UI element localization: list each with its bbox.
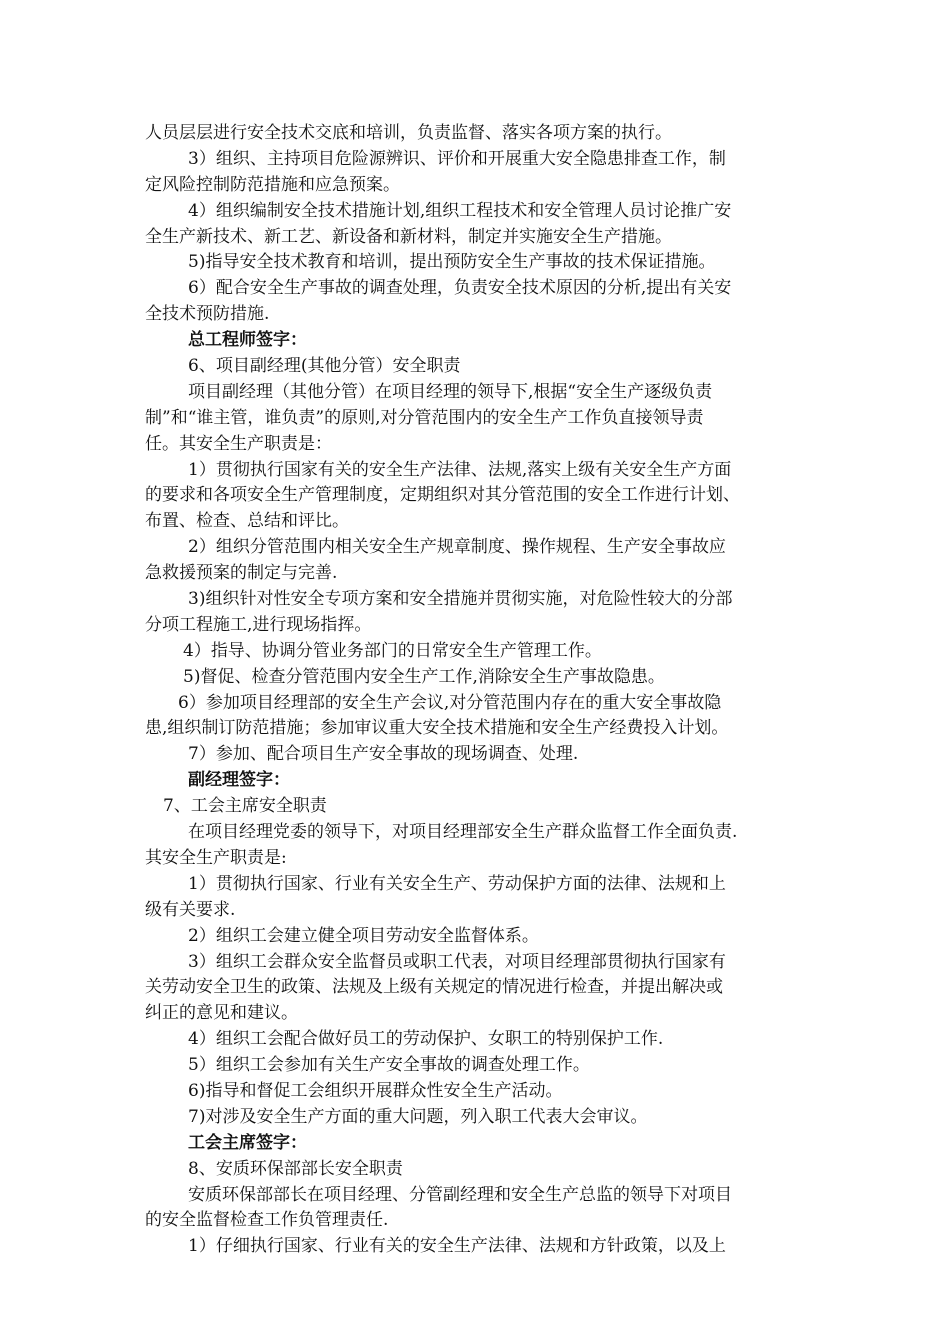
text-line: 6)指导和督促工会组织开展群众性安全生产活动。: [188, 1080, 563, 1101]
signature-label: 工会主席签字：: [188, 1132, 307, 1153]
text-line: 5)督促、检查分管范围内安全生产工作,消除安全生产事故隐患。: [183, 666, 665, 687]
text-line: 4）指导、协调分管业务部门的日常安全生产管理工作。: [183, 640, 602, 661]
text-line: 6）参加项目经理部的安全生产会议,对分管范围内存在的重大安全事故隐: [178, 692, 722, 713]
text-line: 患,组织制订防范措施；参加审议重大安全技术措施和安全生产经费投入计划。: [145, 718, 729, 739]
text-line: 4）组织工会配合做好员工的劳动保护、女职工的特别保护工作.: [188, 1029, 664, 1050]
text-line: 3）组织、主持项目危险源辨识、评价和开展重大安全隐患排查工作，制: [188, 148, 726, 169]
text-line: 安质环保部部长在项目经理、分管副经理和安全生产总监的领导下对项目: [188, 1184, 732, 1205]
text-line: 1）贯彻执行国家有关的安全生产法律、法规,落实上级有关安全生产方面: [188, 459, 732, 480]
text-line: 4）组织编制安全技术措施计划,组织工程技术和安全管理人员讨论推广安: [188, 200, 732, 221]
text-line: 3）组织工会群众安全监督员或职工代表，对项目经理部贯彻执行国家有: [188, 951, 726, 972]
section-heading: 6、项目副经理(其他分管）安全职责: [188, 356, 461, 377]
text-line: 项目副经理（其他分管）在项目经理的领导下,根据“安全生产逐级负责: [188, 381, 713, 402]
text-line: 的要求和各项安全生产管理制度，定期组织对其分管范围的安全工作进行计划、: [145, 485, 740, 506]
text-line: 关劳动安全卫生的政策、法规及上级有关规定的情况进行检查，并提出解决或: [145, 977, 723, 998]
text-line: 人员层层进行安全技术交底和培训，负责监督、落实各项方案的执行。: [145, 123, 672, 143]
text-line: 纠正的意见和建议。: [145, 1003, 298, 1024]
text-line: 全技术预防措施.: [145, 304, 270, 325]
text-line: 级有关要求.: [145, 899, 236, 920]
text-line: 任。其安全生产职责是：: [145, 433, 332, 454]
section-heading: 7、工会主席安全职责: [163, 796, 327, 817]
text-line: 分项工程施工,进行现场指挥。: [145, 614, 372, 635]
signature-label: 副经理签字：: [188, 770, 290, 791]
text-line: 5)指导安全技术教育和培训，提出预防安全生产事故的技术保证措施。: [188, 252, 716, 273]
text-line: 5）组织工会参加有关生产安全事故的调查处理工作。: [188, 1055, 590, 1076]
text-line: 1）仔细执行国家、行业有关的安全生产法律、法规和方针政策，以及上: [188, 1236, 726, 1257]
text-line: 3)组织针对性安全专项方案和安全措施并贯彻实施，对危险性较大的分部: [188, 589, 733, 610]
signature-label: 总工程师签字：: [188, 330, 307, 351]
text-line: 2）组织工会建立健全项目劳动安全监督体系。: [188, 925, 539, 946]
text-line: 布置、检查、总结和评比。: [145, 511, 349, 532]
text-line: 制”和“谁主管，谁负责”的原则,对分管范围内的安全生产工作负直接领导责: [145, 407, 704, 428]
text-line: 2）组织分管范围内相关安全生产规章制度、操作规程、生产安全事故应: [188, 537, 726, 558]
document-body: [145, 121, 825, 1260]
text-line: 全生产新技术、新工艺、新设备和新材料，制定并实施安全生产措施。: [145, 226, 672, 247]
text-line: 7)对涉及安全生产方面的重大问题，列入职工代表大会审议。: [188, 1106, 648, 1127]
text-line: 在项目经理党委的领导下，对项目经理部安全生产群众监督工作全面负责.: [188, 822, 738, 843]
text-line: 急救援预案的制定与完善.: [145, 563, 338, 584]
text-line: 其安全生产职责是:: [145, 847, 287, 868]
text-line: 6）配合安全生产事故的调查处理，负责安全技术原因的分析,提出有关安: [188, 278, 732, 299]
text-line: 定风险控制防范措施和应急预案。: [145, 174, 400, 195]
section-heading: 8、安质环保部部长安全职责: [188, 1158, 403, 1179]
text-line: 1）贯彻执行国家、行业有关安全生产、劳动保护方面的法律、法规和上: [188, 873, 726, 894]
text-line: 的安全监督检查工作负管理责任.: [145, 1210, 389, 1231]
text-line: 7）参加、配合项目生产安全事故的现场调查、处理.: [188, 744, 579, 765]
